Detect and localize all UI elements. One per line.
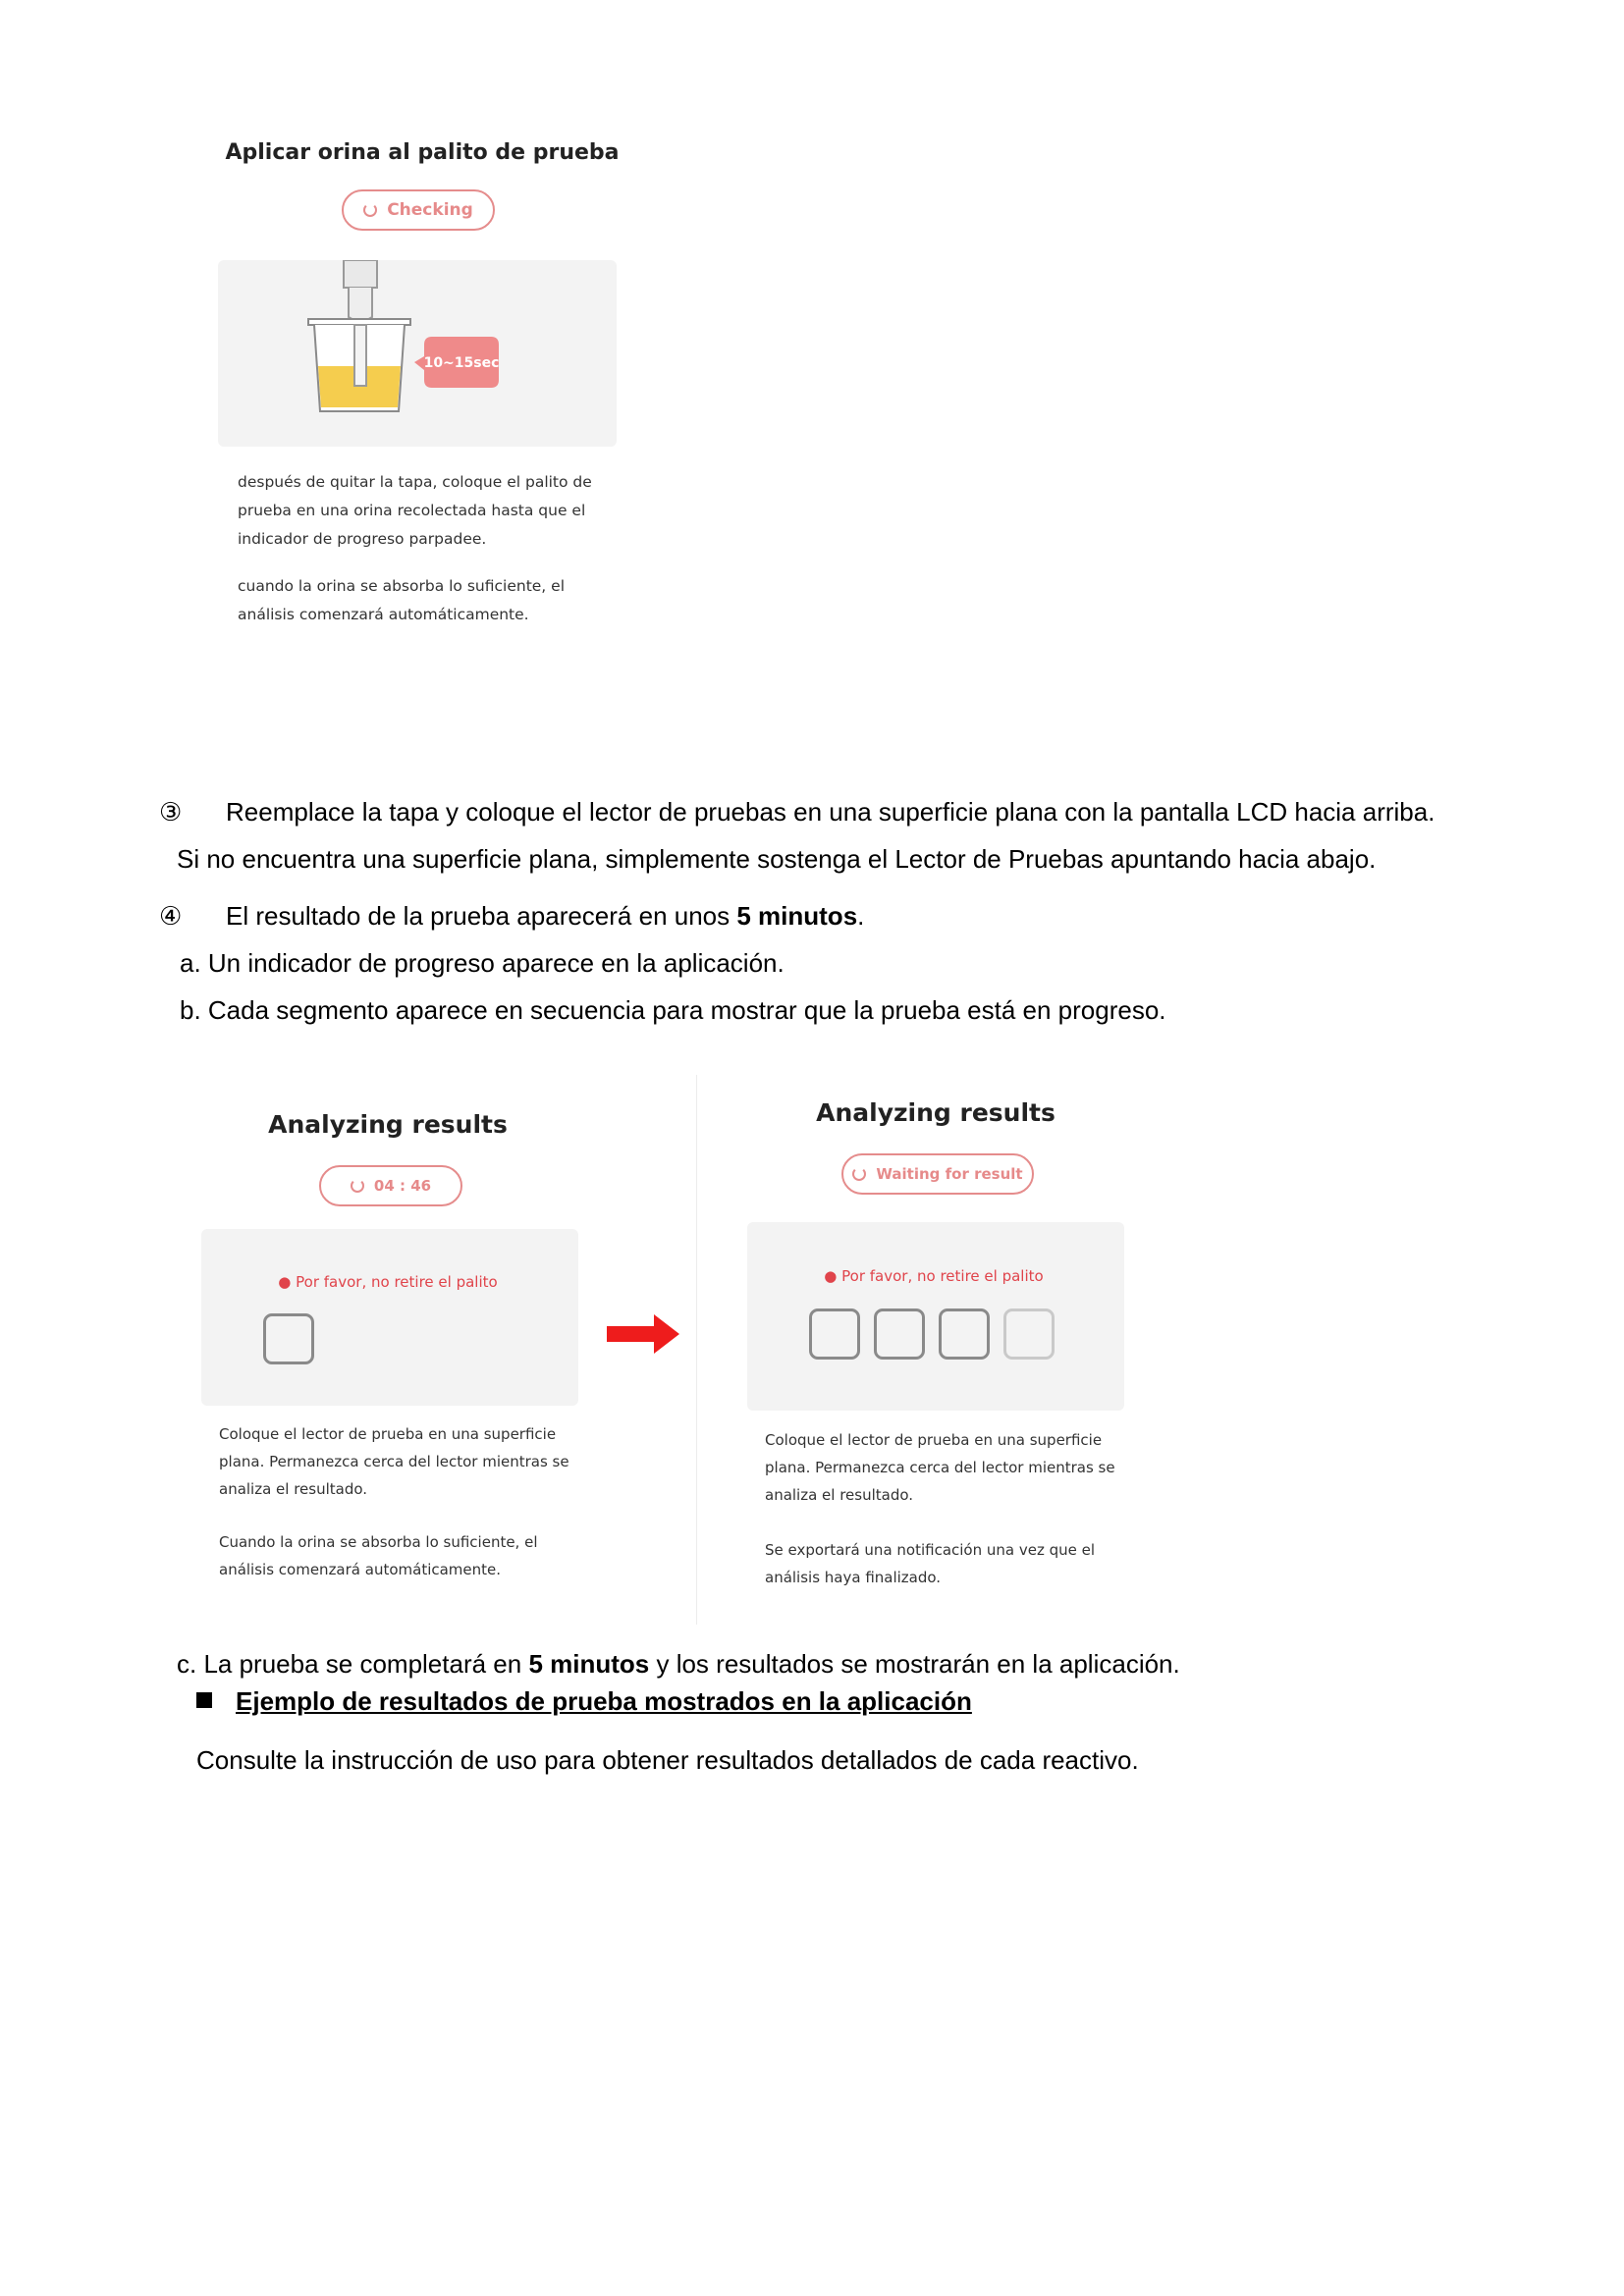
- description-line: análisis comenzará automáticamente.: [219, 1561, 502, 1578]
- step-3-number: ③: [159, 797, 183, 827]
- progress-segment: [809, 1308, 860, 1360]
- warning-note: ● Por favor, no retire el palito: [278, 1273, 498, 1291]
- step-c-text-end: y los resultados se mostrarán en la aplicación.: [649, 1649, 1180, 1679]
- app-screenshot-apply-urine: [206, 123, 638, 663]
- description-left-1: [219, 1420, 592, 1503]
- progress-segment: [939, 1308, 990, 1360]
- square-bullet-icon: [196, 1692, 212, 1708]
- step-4-text-start: El resultado de la prueba aparecerá en unos: [226, 901, 737, 931]
- step-4-text: [226, 901, 864, 931]
- step-c-text-bold: 5 minutos: [528, 1649, 650, 1679]
- warning-note: ● Por favor, no retire el palito: [824, 1267, 1044, 1285]
- status-pill-label: Checking: [387, 200, 473, 220]
- instruction-line: cuando la orina se absorba lo suficiente, el: [238, 577, 566, 595]
- description-line: Coloque el lector de prueba en una superficie: [765, 1431, 1103, 1449]
- screen-title-right: Analyzing results: [816, 1098, 1056, 1127]
- timer-bubble-label: 10~15sec: [423, 355, 500, 371]
- screen-divider: [696, 1075, 697, 1625]
- waiting-pill: [841, 1153, 1034, 1195]
- example-results-heading: Ejemplo de resultados de prueba mostrados en la aplicación: [236, 1686, 972, 1716]
- instruction-paragraph-1: [238, 468, 611, 554]
- step-4-sub-a: a. Un indicador de progreso aparece en la aplicación.: [180, 948, 785, 978]
- progress-segment: [874, 1308, 925, 1360]
- illustration-panel: [218, 260, 617, 447]
- waiting-pill-label: Waiting for result: [876, 1165, 1023, 1183]
- description-line: Coloque el lector de prueba en una superficie: [219, 1425, 557, 1443]
- description-line: analiza el resultado.: [765, 1486, 914, 1504]
- progress-segment-pending: [1003, 1308, 1055, 1360]
- spinner-icon: [351, 1179, 364, 1193]
- description-right-1: [765, 1426, 1138, 1509]
- description-line: Se exportará una notificación una vez que el: [765, 1541, 1096, 1559]
- step-3-line-1: Reemplace la tapa y coloque el lector de pruebas en una superficie plana con la pantalla LCD hacia arriba.: [226, 797, 1435, 827]
- screen-title: Aplicar orina al palito de prueba: [225, 140, 620, 165]
- stick-body: [349, 288, 372, 321]
- description-line: analiza el resultado.: [219, 1480, 368, 1498]
- warning-note-text: Por favor, no retire el palito: [296, 1273, 498, 1291]
- timer-pill-label: 04 : 46: [373, 1177, 432, 1195]
- step-4-text-bold: 5 minutos: [736, 901, 858, 931]
- cup-stick-illustration: [218, 260, 617, 447]
- timer-pill: [319, 1165, 462, 1206]
- stick-handle: [344, 260, 377, 288]
- screen-title-left: Analyzing results: [268, 1110, 508, 1139]
- warning-note-text: Por favor, no retire el palito: [841, 1267, 1044, 1285]
- status-pill-checking: [342, 189, 495, 231]
- closing-paragraph: Consulte la instrucción de uso para obtener resultados detallados de cada reactivo.: [196, 1745, 1139, 1775]
- step-4-sub-b: b. Cada segmento aparece en secuencia para mostrar que la prueba está en progreso.: [180, 995, 1166, 1025]
- spinner-icon: [363, 203, 377, 217]
- step-4-number: ④: [159, 901, 183, 931]
- app-screenshot-analyzing: [201, 1075, 1247, 1625]
- description-right-2: [765, 1536, 1138, 1591]
- progress-segments: [809, 1308, 1055, 1360]
- progress-panel-right: [747, 1222, 1124, 1411]
- instruction-line: análisis comenzará automáticamente.: [238, 606, 529, 623]
- instruction-line: prueba en una orina recolectada hasta que el: [238, 502, 586, 519]
- spinner-icon: [852, 1167, 866, 1181]
- instruction-line: indicador de progreso parpadee.: [238, 530, 487, 548]
- description-line: análisis haya finalizado.: [765, 1569, 942, 1586]
- instruction-paragraph-2: [238, 572, 611, 629]
- arrow-right-icon: [607, 1310, 681, 1358]
- progress-segment: [263, 1313, 314, 1364]
- step-3-line-2: Si no encuentra una superficie plana, simplemente sostenga el Lector de Pruebas apuntando hacia abajo.: [177, 844, 1377, 874]
- instruction-line: después de quitar la tapa, coloque el palito de: [238, 473, 592, 491]
- description-line: Cuando la orina se absorba lo suficiente, el: [219, 1533, 538, 1551]
- description-left-2: [219, 1528, 592, 1583]
- step-c-text-start: c. La prueba se completará en: [177, 1649, 529, 1679]
- description-line: plana. Permanezca cerca del lector mientras se: [219, 1453, 569, 1470]
- progress-segments: [263, 1313, 314, 1364]
- step-c-text: [177, 1649, 1180, 1679]
- step-4-text-end: .: [857, 901, 865, 931]
- stick-tip: [354, 325, 366, 386]
- progress-panel-left: [201, 1229, 578, 1406]
- description-line: plana. Permanezca cerca del lector mientras se: [765, 1459, 1115, 1476]
